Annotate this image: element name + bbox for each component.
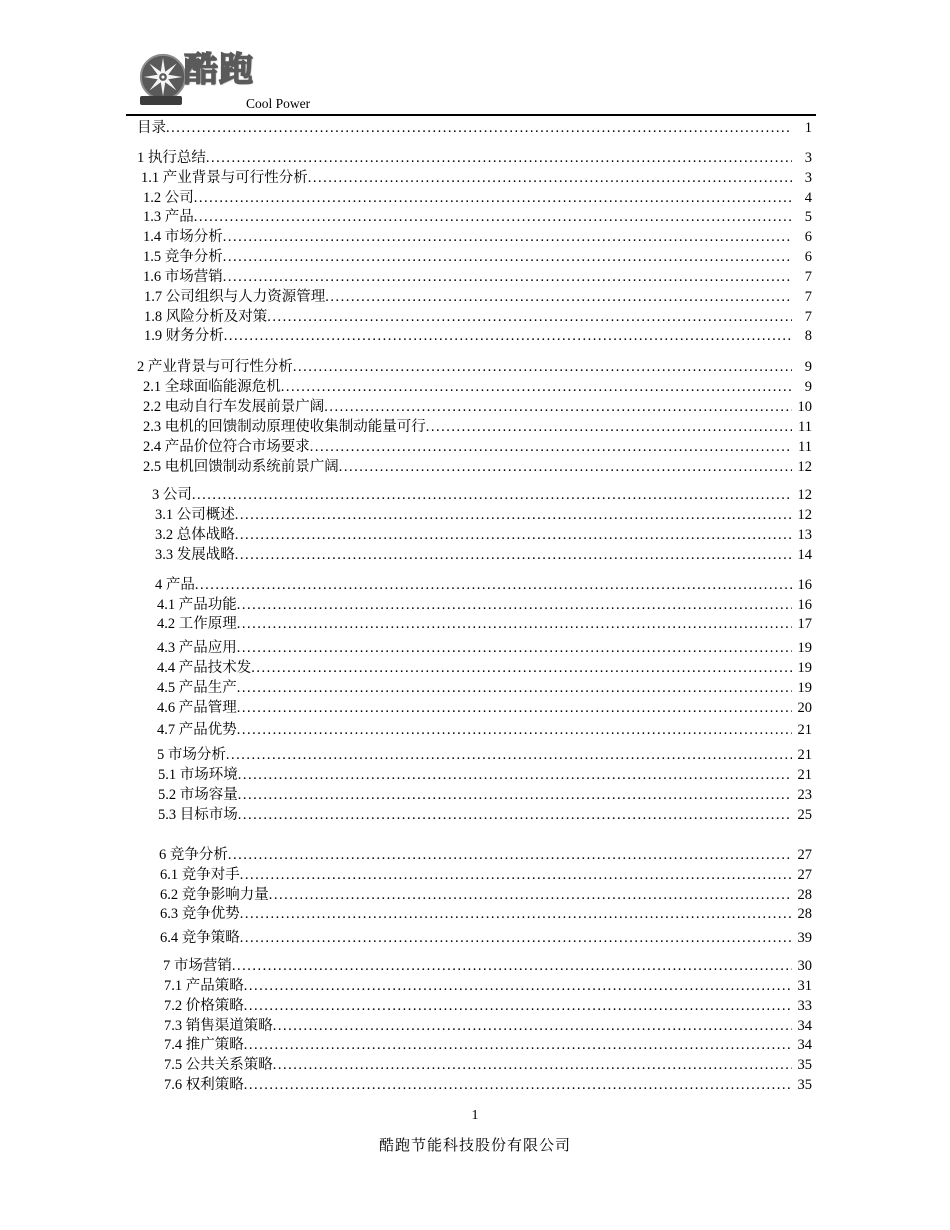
toc-entry[interactable]	[155, 546, 812, 566]
toc-entry-page: 17	[797, 616, 812, 633]
toc-leader-dots	[235, 546, 792, 566]
toc-entry-page: 3	[804, 169, 812, 186]
toc-entry[interactable]	[157, 746, 812, 766]
toc-entry-label: 7 市场营销	[163, 958, 232, 975]
toc-entry[interactable]	[158, 806, 812, 826]
toc-entry[interactable]	[144, 288, 812, 308]
toc-entry-page: 9	[804, 379, 812, 396]
wheel-logo-icon	[138, 52, 188, 102]
toc-entry[interactable]	[157, 659, 812, 679]
toc-leader-dots	[228, 846, 792, 866]
toc-entry[interactable]	[143, 458, 812, 478]
toc-entry-label: 7.3 销售渠道策略	[164, 1017, 273, 1034]
toc-entry-label: 4.1 产品功能	[157, 596, 237, 613]
toc-leader-dots	[226, 746, 792, 766]
toc-entry-page: 16	[797, 576, 812, 593]
toc-entry[interactable]	[164, 1017, 812, 1037]
toc-leader-dots	[240, 905, 792, 925]
toc-leader-dots	[244, 1076, 792, 1096]
footer-company-name: 酷跑节能科技股份有限公司	[378, 1138, 571, 1154]
toc-entry-label: 1.7 公司组织与人力资源管理	[144, 288, 326, 305]
toc-entry-page: 20	[797, 699, 812, 716]
toc-leader-dots	[192, 486, 792, 506]
toc-entry-label: 4.6 产品管理	[157, 699, 237, 716]
toc-entry-page: 35	[797, 1057, 812, 1074]
toc-entry-label: 1 执行总结	[137, 149, 206, 166]
toc-entry-page: 7	[804, 268, 812, 285]
toc-entry-page: 35	[797, 1077, 812, 1094]
toc-entry[interactable]	[164, 997, 812, 1017]
toc-entry-page: 19	[797, 679, 812, 696]
toc-entry-page: 23	[797, 787, 812, 804]
toc-entry[interactable]	[164, 977, 812, 997]
toc-entry[interactable]	[164, 1056, 812, 1076]
toc-entry-label: 6.2 竞争影响力量	[160, 886, 269, 903]
toc-entry-label: 2.3 电机的回馈制动原理使收集制动能量可行	[143, 418, 426, 435]
toc-entry-label: 2 产业背景与可行性分析	[137, 359, 293, 376]
toc-leader-dots	[244, 1036, 792, 1056]
toc-entry-page: 7	[804, 288, 812, 305]
toc-leader-dots	[235, 526, 792, 546]
toc-entry-label: 5 市场分析	[157, 747, 226, 764]
toc-entry[interactable]	[160, 886, 812, 906]
toc-entry-page: 19	[797, 660, 812, 677]
toc-leader-dots	[238, 806, 792, 826]
toc-entry[interactable]	[157, 699, 812, 719]
toc-entry-label: 1.1 产业背景与可行性分析	[141, 169, 308, 186]
toc-entry-page: 34	[797, 1017, 812, 1034]
toc-entry-label: 5.2 市场容量	[158, 787, 238, 804]
toc-entry-label: 3.3 发展战略	[155, 546, 235, 563]
toc-entry-page: 33	[797, 997, 812, 1014]
toc-entry-label: 4.5 产品生产	[157, 679, 237, 696]
toc-leader-dots	[310, 438, 792, 458]
table-of-contents	[137, 119, 812, 1096]
toc-entry-label: 1.9 财务分析	[144, 328, 224, 345]
toc-entry-label: 6 竞争分析	[159, 846, 228, 863]
toc-leader-dots	[240, 929, 792, 949]
toc-entry-label: 3.2 总体战略	[155, 527, 235, 544]
toc-entry-label: 4.3 产品应用	[157, 640, 237, 657]
toc-leader-dots	[223, 248, 792, 268]
toc-entry[interactable]	[144, 308, 812, 328]
toc-entry-label: 7.5 公共关系策略	[164, 1057, 273, 1074]
toc-entry-label: 4 产品	[155, 576, 195, 593]
toc-leader-dots	[308, 169, 792, 189]
toc-entry[interactable]	[143, 378, 812, 398]
toc-entry[interactable]	[163, 957, 812, 977]
toc-entry-label: 1.4 市场分析	[143, 229, 223, 246]
toc-entry-page: 25	[797, 807, 812, 823]
toc-entry[interactable]	[137, 149, 812, 169]
toc-leader-dots	[237, 679, 792, 699]
toc-entry[interactable]	[137, 358, 812, 378]
toc-leader-dots	[237, 615, 792, 635]
toc-leader-dots	[281, 378, 792, 398]
toc-entry[interactable]	[143, 398, 812, 418]
toc-entry[interactable]	[159, 846, 812, 866]
toc-entry-label: 6.1 竞争对手	[160, 866, 240, 883]
toc-entry[interactable]	[155, 576, 812, 596]
toc-entry-label: 4.7 产品优势	[157, 721, 237, 738]
toc-entry-page: 14	[797, 546, 812, 563]
toc-entry-label: 2.1 全球面临能源危机	[143, 379, 281, 396]
toc-entry-page: 13	[797, 527, 812, 544]
toc-entry-label: 1.3 产品	[143, 209, 194, 226]
toc-entry-label: 2.2 电动自行车发展前景广阔	[143, 398, 325, 415]
toc-leader-dots	[251, 659, 792, 679]
toc-entry-page: 6	[804, 229, 812, 246]
toc-entry-label: 7.2 价格策略	[164, 997, 244, 1014]
toc-leader-dots	[237, 721, 792, 741]
toc-leader-dots	[195, 576, 792, 596]
toc-entry-page: 1	[804, 120, 812, 136]
toc-entry[interactable]	[144, 327, 812, 347]
toc-entry[interactable]	[157, 615, 812, 635]
toc-leader-dots	[273, 1017, 792, 1037]
toc-leader-dots	[324, 398, 792, 418]
toc-leader-dots	[232, 957, 792, 977]
toc-entry-page: 8	[804, 328, 812, 345]
toc-leader-dots	[339, 458, 792, 478]
toc-entry-label: 目录	[137, 120, 166, 136]
toc-entry-page: 34	[797, 1037, 812, 1054]
toc-leader-dots	[223, 228, 792, 248]
toc-entry-page: 27	[797, 846, 812, 863]
toc-entry-label: 2.4 产品价位符合市场要求	[143, 438, 310, 455]
toc-leader-dots	[224, 327, 792, 347]
toc-entry-page: 12	[797, 487, 812, 504]
toc-leader-dots	[269, 886, 792, 906]
toc-entry-page: 3	[804, 149, 812, 166]
toc-leader-dots	[194, 208, 792, 228]
toc-entry[interactable]	[155, 506, 812, 526]
toc-leader-dots	[235, 506, 792, 526]
logo-en-text: Cool Power	[246, 96, 311, 111]
toc-entry-page: 31	[797, 977, 812, 994]
toc-entry[interactable]	[164, 1036, 812, 1056]
toc-entry-page: 7	[804, 308, 812, 325]
toc-entry-page: 5	[804, 209, 812, 226]
toc-entry[interactable]	[157, 639, 812, 659]
toc-entry-label: 1.6 市场营销	[143, 268, 223, 285]
toc-entry-page: 12	[797, 507, 812, 524]
toc-entry-page: 6	[804, 249, 812, 266]
toc-entry[interactable]	[143, 189, 812, 209]
toc-leader-dots	[244, 977, 792, 997]
toc-leader-dots	[237, 639, 792, 659]
toc-entry-page: 21	[797, 721, 812, 738]
toc-entry-page: 16	[797, 596, 812, 613]
toc-entry-page: 19	[797, 640, 812, 657]
toc-entry-page: 11	[798, 438, 812, 455]
toc-entry-label: 6.4 竞争策略	[160, 930, 240, 947]
toc-entry[interactable]	[158, 786, 812, 806]
toc-entry[interactable]	[160, 905, 812, 925]
toc-entry-label: 3.1 公司概述	[155, 507, 235, 524]
toc-entry[interactable]	[160, 929, 812, 949]
toc-leader-dots	[273, 1056, 792, 1076]
toc-entry[interactable]	[160, 866, 812, 886]
toc-entry-label: 1.5 竞争分析	[143, 249, 223, 266]
toc-entry-label: 3 公司	[152, 487, 192, 504]
toc-entry-label: 1.8 风险分析及对策	[144, 308, 268, 325]
toc-leader-dots	[166, 119, 792, 139]
toc-entry-page: 30	[797, 958, 812, 975]
logo-cn-text: 酷跑	[184, 52, 254, 89]
logo-bar	[140, 96, 182, 105]
toc-entry[interactable]	[152, 486, 812, 506]
toc-entry-page: 21	[797, 767, 812, 784]
toc-leader-dots	[238, 786, 792, 806]
toc-leader-dots	[194, 189, 792, 209]
toc-entry-label: 4.2 工作原理	[157, 616, 237, 633]
toc-entry-page: 28	[797, 886, 812, 903]
toc-entry[interactable]	[143, 418, 812, 438]
toc-entry[interactable]	[157, 596, 812, 616]
toc-entry-page: 9	[804, 359, 812, 376]
toc-entry-page: 28	[797, 906, 812, 923]
toc-leader-dots	[244, 997, 792, 1017]
toc-entry-page: 27	[797, 866, 812, 883]
toc-leader-dots	[223, 268, 792, 288]
toc-entry[interactable]	[143, 268, 812, 288]
toc-entry-label: 7.1 产品策略	[164, 977, 244, 994]
toc-entry-label: 7.6 权利策略	[164, 1077, 244, 1094]
toc-entry-label: 6.3 竞争优势	[160, 906, 240, 923]
toc-entry[interactable]	[141, 169, 812, 189]
toc-entry-label: 4.4 产品技术发	[157, 660, 252, 677]
toc-entry-label: 1.2 公司	[143, 189, 194, 206]
toc-leader-dots	[237, 596, 792, 616]
company-logo	[138, 50, 338, 114]
toc-entry[interactable]	[143, 438, 812, 458]
toc-entry-page: 4	[804, 189, 812, 206]
toc-entry-page: 10	[797, 398, 812, 415]
toc-entry[interactable]	[143, 248, 812, 268]
toc-entry[interactable]	[143, 228, 812, 248]
toc-entry[interactable]	[137, 119, 812, 139]
toc-entry-label: 7.4 推广策略	[164, 1037, 244, 1054]
toc-entry-page: 11	[798, 418, 812, 435]
toc-leader-dots	[237, 699, 792, 719]
toc-entry[interactable]	[157, 679, 812, 699]
toc-entry[interactable]	[155, 526, 812, 546]
toc-leader-dots	[206, 149, 792, 169]
toc-leader-dots	[293, 358, 792, 378]
toc-entry-page: 39	[797, 930, 812, 947]
toc-entry-label: 5.1 市场环境	[158, 767, 238, 784]
toc-leader-dots	[240, 866, 792, 886]
toc-entry-label: 2.5 电机回馈制动系统前景广阔	[143, 458, 339, 475]
toc-leader-dots	[267, 308, 792, 328]
toc-leader-dots	[238, 766, 792, 786]
toc-leader-dots	[325, 288, 792, 308]
toc-entry[interactable]	[143, 208, 812, 228]
toc-entry[interactable]	[158, 766, 812, 786]
toc-entry-page: 21	[797, 747, 812, 764]
toc-entry[interactable]	[157, 721, 812, 741]
toc-entry[interactable]	[164, 1076, 812, 1096]
header-divider	[126, 114, 816, 116]
toc-leader-dots	[426, 418, 792, 438]
toc-entry-label: 5.3 目标市场	[158, 807, 238, 823]
toc-entry-page: 12	[797, 458, 812, 475]
footer-page-number: 1	[471, 1108, 479, 1123]
